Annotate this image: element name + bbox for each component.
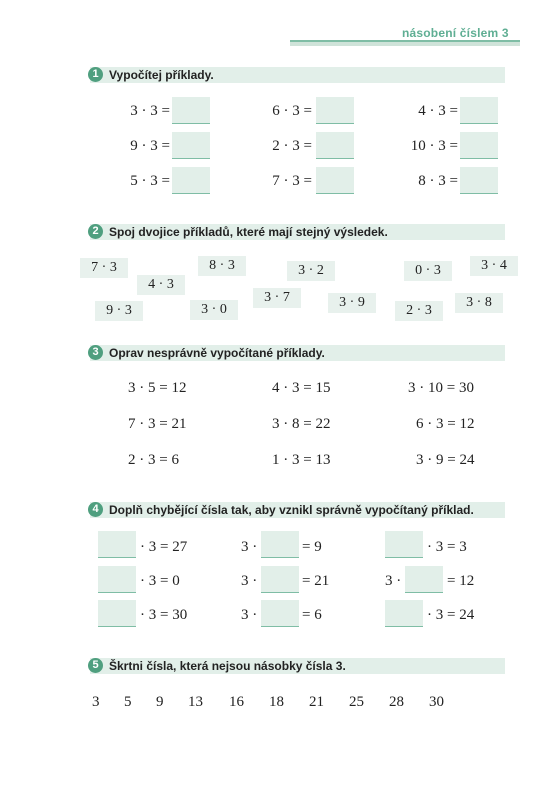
section-number: 2 [88, 224, 103, 239]
missing-number-box[interactable] [261, 531, 299, 558]
expression: 3 · 3 = [130, 103, 170, 119]
equation-part: · 3 = 3 [427, 539, 467, 555]
expression: 2 · 3 = [272, 138, 312, 154]
equation: 6 · 3 = 12 [416, 416, 475, 432]
section-title: Vypočítej příklady. [109, 68, 214, 82]
section-number: 3 [88, 345, 103, 360]
answer-box[interactable] [172, 97, 210, 124]
equation-part: = 21 [302, 573, 330, 589]
section-1-header [90, 67, 505, 83]
equation-part: 3 · [241, 539, 258, 555]
section-title: Doplň chybějící čísla tak, aby vznikl správně vypočítaný příklad. [109, 503, 474, 517]
equation-part: = 12 [447, 573, 475, 589]
expression-card[interactable]: 3 · 9 [328, 293, 376, 313]
section-title: Oprav nesprávně vypočítané příklady. [109, 346, 325, 360]
section-title: Škrtni čísla, která nejsou násobky čísla 3. [109, 659, 346, 673]
expression: 7 · 3 = [272, 173, 312, 189]
expression-card[interactable]: 7 · 3 [80, 258, 128, 278]
number-item[interactable]: 13 [188, 694, 203, 710]
missing-number-box[interactable] [385, 600, 423, 627]
equation: 1 · 3 = 13 [272, 452, 331, 468]
answer-box[interactable] [172, 167, 210, 194]
equation-part: = 6 [302, 607, 322, 623]
section-4-header [90, 502, 505, 518]
expression-card[interactable]: 0 · 3 [404, 261, 452, 281]
equation: 3 · 5 = 12 [128, 380, 187, 396]
number-item[interactable]: 5 [124, 694, 132, 710]
expression: 10 · 3 = [410, 138, 458, 154]
number-item[interactable]: 16 [229, 694, 244, 710]
expression-card[interactable]: 3 · 4 [470, 256, 518, 276]
number-item[interactable]: 28 [389, 694, 404, 710]
section-number: 5 [88, 658, 103, 673]
equation-part: = 9 [302, 539, 322, 555]
number-item[interactable]: 3 [92, 694, 100, 710]
section-2-header [90, 224, 505, 240]
equation-part: · 3 = 24 [427, 607, 475, 623]
section-number: 1 [88, 67, 103, 82]
section-3-header [90, 345, 505, 361]
header-rule [290, 42, 520, 46]
missing-number-box[interactable] [405, 566, 443, 593]
missing-number-box[interactable] [98, 566, 136, 593]
expression-card[interactable]: 8 · 3 [198, 256, 246, 276]
header-rule-accent [290, 40, 520, 42]
expression-card[interactable]: 3 · 7 [253, 288, 301, 308]
equation: 3 · 9 = 24 [416, 452, 475, 468]
expression: 5 · 3 = [130, 173, 170, 189]
equation: 3 · 8 = 22 [272, 416, 331, 432]
equation: 7 · 3 = 21 [128, 416, 187, 432]
equation-part: · 3 = 0 [140, 573, 180, 589]
equation: 4 · 3 = 15 [272, 380, 331, 396]
section-5-header [90, 658, 505, 674]
equation-part: · 3 = 30 [140, 607, 188, 623]
answer-box[interactable] [460, 167, 498, 194]
answer-box[interactable] [172, 132, 210, 159]
answer-box[interactable] [460, 132, 498, 159]
missing-number-box[interactable] [261, 566, 299, 593]
missing-number-box[interactable] [98, 531, 136, 558]
expression-card[interactable]: 3 · 2 [287, 261, 335, 281]
equation-part: 3 · [385, 573, 402, 589]
section-title: Spoj dvojice příkladů, které mají stejný výsledek. [109, 225, 388, 239]
equation-part: 3 · [241, 607, 258, 623]
expression-card[interactable]: 9 · 3 [95, 301, 143, 321]
missing-number-box[interactable] [98, 600, 136, 627]
expression-card[interactable]: 3 · 8 [455, 293, 503, 313]
answer-box[interactable] [460, 97, 498, 124]
expression: 9 · 3 = [130, 138, 170, 154]
expression: 6 · 3 = [272, 103, 312, 119]
equation-part: · 3 = 27 [140, 539, 188, 555]
missing-number-box[interactable] [385, 531, 423, 558]
number-item[interactable]: 18 [269, 694, 284, 710]
answer-box[interactable] [316, 132, 354, 159]
expression-card[interactable]: 2 · 3 [395, 301, 443, 321]
answer-box[interactable] [316, 97, 354, 124]
number-item[interactable]: 21 [309, 694, 324, 710]
equation-part: 3 · [241, 573, 258, 589]
equation: 3 · 10 = 30 [408, 380, 474, 396]
expression-card[interactable]: 3 · 0 [190, 300, 238, 320]
section-number: 4 [88, 502, 103, 517]
page-header-title: násobení číslem 3 [402, 26, 509, 40]
expression: 4 · 3 = [418, 103, 458, 119]
expression-card[interactable]: 4 · 3 [137, 275, 185, 295]
missing-number-box[interactable] [261, 600, 299, 627]
number-item[interactable]: 9 [156, 694, 164, 710]
expression: 8 · 3 = [418, 173, 458, 189]
equation: 2 · 3 = 6 [128, 452, 179, 468]
answer-box[interactable] [316, 167, 354, 194]
number-item[interactable]: 30 [429, 694, 444, 710]
number-item[interactable]: 25 [349, 694, 364, 710]
